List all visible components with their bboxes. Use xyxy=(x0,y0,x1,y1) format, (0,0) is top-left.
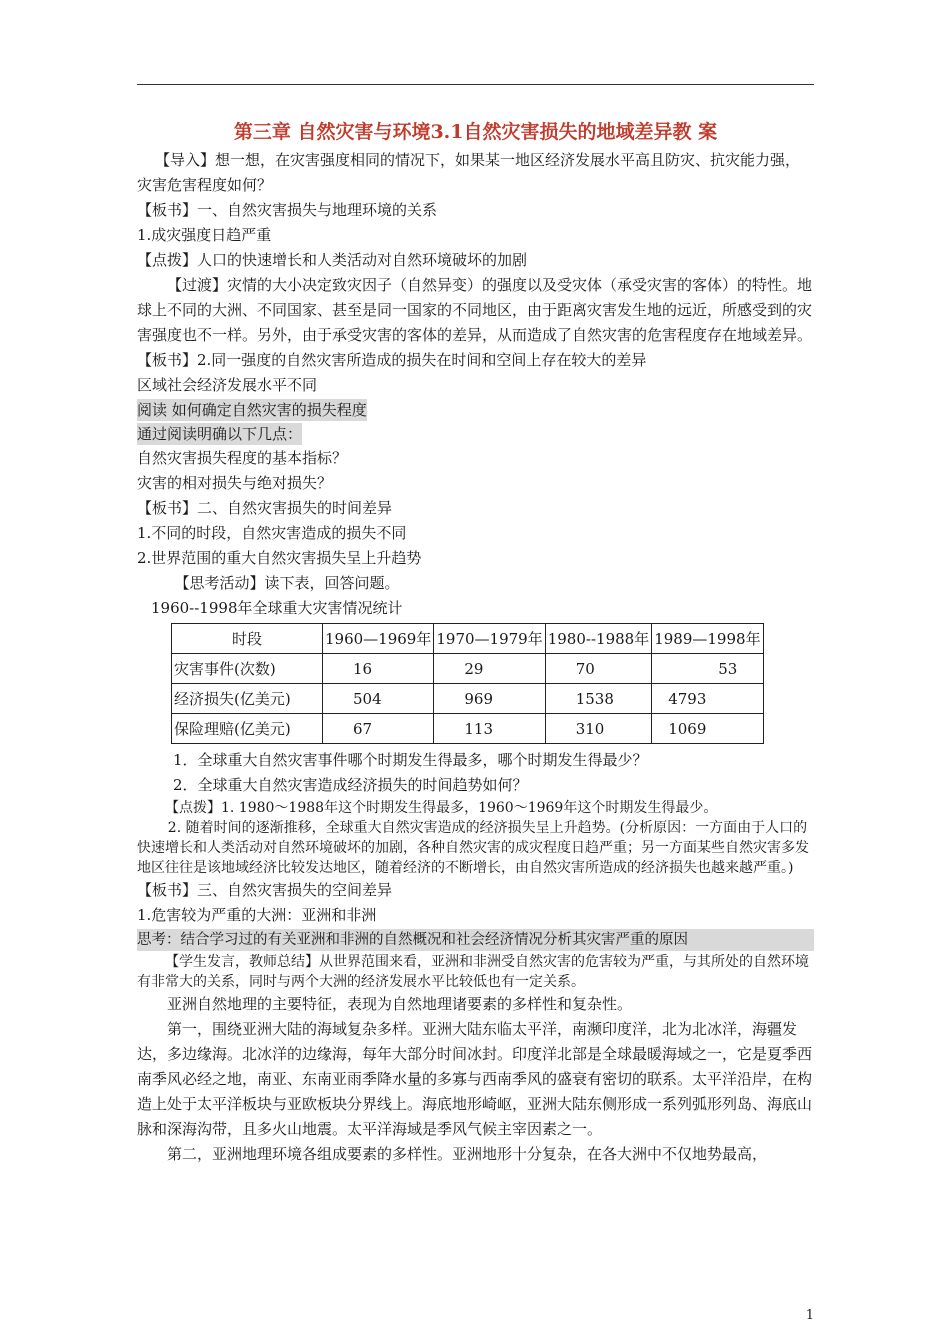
intro-paragraph: 【导入】想一想，在灾害强度相同的情况下，如果某一地区经济发展水平高且防灾、抗灾能力强，灾害危害程度如何？ xyxy=(137,151,801,194)
table-cell: 1069 xyxy=(652,714,763,744)
reading-question-1: 自然灾害损失程度的基本指标？ xyxy=(137,449,348,467)
reading-title: 阅读 如何确定自然灾害的损失程度 xyxy=(137,401,367,419)
row-label: 保险理赔(亿美元) xyxy=(172,714,323,744)
board-heading-1: 【板书】一、自然灾害损失与地理环境的关系 xyxy=(137,201,438,219)
table-row xyxy=(172,684,764,714)
table-row xyxy=(172,654,764,684)
board-item-3-1: 1.危害较为严重的大洲：亚洲和非洲 xyxy=(137,906,377,924)
table-header-cell: 1970—1979年 xyxy=(434,624,545,654)
table-cell: 310 xyxy=(545,714,652,744)
table-row xyxy=(172,714,764,744)
transition-paragraph: 【过渡】灾情的大小决定致灾因子（自然异变）的强度以及受灾体（承受灾害的客体）的特性。地球上不同的大洲、不同国家、甚至是同一国家的不同地区，由于距离灾害发生地的远近，所感受到的灾害强度也不一样。另外，由于承受灾害的客体的差异，从而造成了自然灾害的危害程度存在地域差异。 xyxy=(137,276,813,344)
activity-line: 【思考活动】读下表，回答问题。 xyxy=(174,574,400,592)
hint-answer-2: 2. 随着时间的逐渐推移，全球重大自然灾害造成的经济损失呈上升趋势。(分析原因：一方面由于人口的快速增长和人类活动对自然环境破坏的加剧，各种自然灾害的成灾程度日趋严重；另一方面某些自然灾害多发地区往往是该地域经济比较发达地区，随着经济的不断增长，由自然灾害所造成的经济损失也越来越严重。) xyxy=(137,820,809,876)
table-cell: 969 xyxy=(434,684,545,714)
table-header-cell: 1980--1988年 xyxy=(545,624,652,654)
header-rule xyxy=(137,84,814,85)
table-cell: 1538 xyxy=(545,684,652,714)
table-header-cell: 1960—1969年 xyxy=(323,624,434,654)
reading-instruction: 通过阅读明确以下几点： xyxy=(137,425,303,443)
table-cell: 113 xyxy=(434,714,545,744)
asia-point-2: 第二，亚洲地理环境各组成要素的多样性。亚洲地形十分复杂，在各大洲中不仅地势最高， xyxy=(167,1145,768,1163)
table-cell: 53 xyxy=(652,654,763,684)
row-label: 经济损失(亿美元) xyxy=(172,684,323,714)
reading-question-2: 灾害的相对损失与绝对损失？ xyxy=(137,474,333,492)
board-heading-2: 【板书】二、自然灾害损失的时间差异 xyxy=(137,499,393,517)
student-summary: 【学生发言，教师总结】从世界范围来看，亚洲和非洲受自然灾害的危害较为严重，与其所处的自然环境有非常大的关系，同时与两个大洲的经济发展水平比较低也有一定关系。 xyxy=(137,954,809,990)
reading-block xyxy=(137,398,814,446)
table-header-row xyxy=(172,624,764,654)
region-line: 区域社会经济发展水平不同 xyxy=(137,376,318,394)
table-header-cell: 时段 xyxy=(172,624,323,654)
asia-features: 亚洲自然地理的主要特征，表现为自然地理诸要素的多样性和复杂性。 xyxy=(167,995,633,1013)
think-question: 思考：结合学习过的有关亚洲和非洲的自然概况和社会经济情况分析其灾害严重的原因 xyxy=(137,929,814,951)
table-cell: 4793 xyxy=(652,684,763,714)
hint-paragraph-1: 【点拨】人口的快速增长和人类活动对自然环境破坏的加剧 xyxy=(137,251,528,269)
document-body xyxy=(137,118,814,1167)
table-cell: 16 xyxy=(323,654,434,684)
board-item-2-2: 2.世界范围的重大自然灾害损失呈上升趋势 xyxy=(137,549,422,567)
table-cell: 504 xyxy=(323,684,434,714)
table-header-cell: 1989—1998年 xyxy=(652,624,763,654)
board-item-1-2: 【板书】2.同一强度的自然灾害所造成的损失在时间和空间上存在较大的差异 xyxy=(137,351,647,369)
board-item-2-1: 1.不同的时段，自然灾害造成的损失不同 xyxy=(137,524,407,542)
table-cell: 67 xyxy=(323,714,434,744)
page-number: 1 xyxy=(805,1308,814,1323)
activity-question-2: 2．全球重大自然灾害造成经济损失的时间趋势如何？ xyxy=(173,776,528,794)
table-cell: 70 xyxy=(545,654,652,684)
table-caption: 1960--1998年全球重大灾害情况统计 xyxy=(151,599,403,617)
activity-question-1: 1．全球重大自然灾害事件哪个时期发生得最多，哪个时期发生得最少？ xyxy=(173,751,648,769)
disaster-stats-table xyxy=(171,623,764,744)
asia-point-1: 第一，围绕亚洲大陆的海域复杂多样。亚洲大陆东临太平洋，南濒印度洋，北为北冰洋，海疆发达，多边缘海。北冰洋的边缘海，每年大部分时间冰封。印度洋北部是全球最暖海域之一，它是夏季西南季风必经之地，南亚、东南亚雨季降水量的多寡与西南季风的盛衰有密切的联系。太平洋沿岸，在构造上处于太平洋板块与亚欧板块分界线上。海底地形崎岖，亚洲大陆东侧形成一系列弧形列岛、海底山脉和深海沟带，且多火山地震。太平洋海域是季风气候主宰因素之一。 xyxy=(137,1020,813,1138)
row-label: 灾害事件(次数) xyxy=(172,654,323,684)
table-cell: 29 xyxy=(434,654,545,684)
board-item-1-1: 1.成灾强度日趋严重 xyxy=(137,226,272,244)
hint-answer-1: 【点拨】1. 1980～1988年这个时期发生得最多，1960～1969年这个时期发生得最少。 xyxy=(165,800,718,816)
board-heading-3: 【板书】三、自然灾害损失的空间差异 xyxy=(137,881,393,899)
document-title: 第三章 自然灾害与环境3.1自然灾害损失的地域差异教 案 xyxy=(233,121,718,143)
